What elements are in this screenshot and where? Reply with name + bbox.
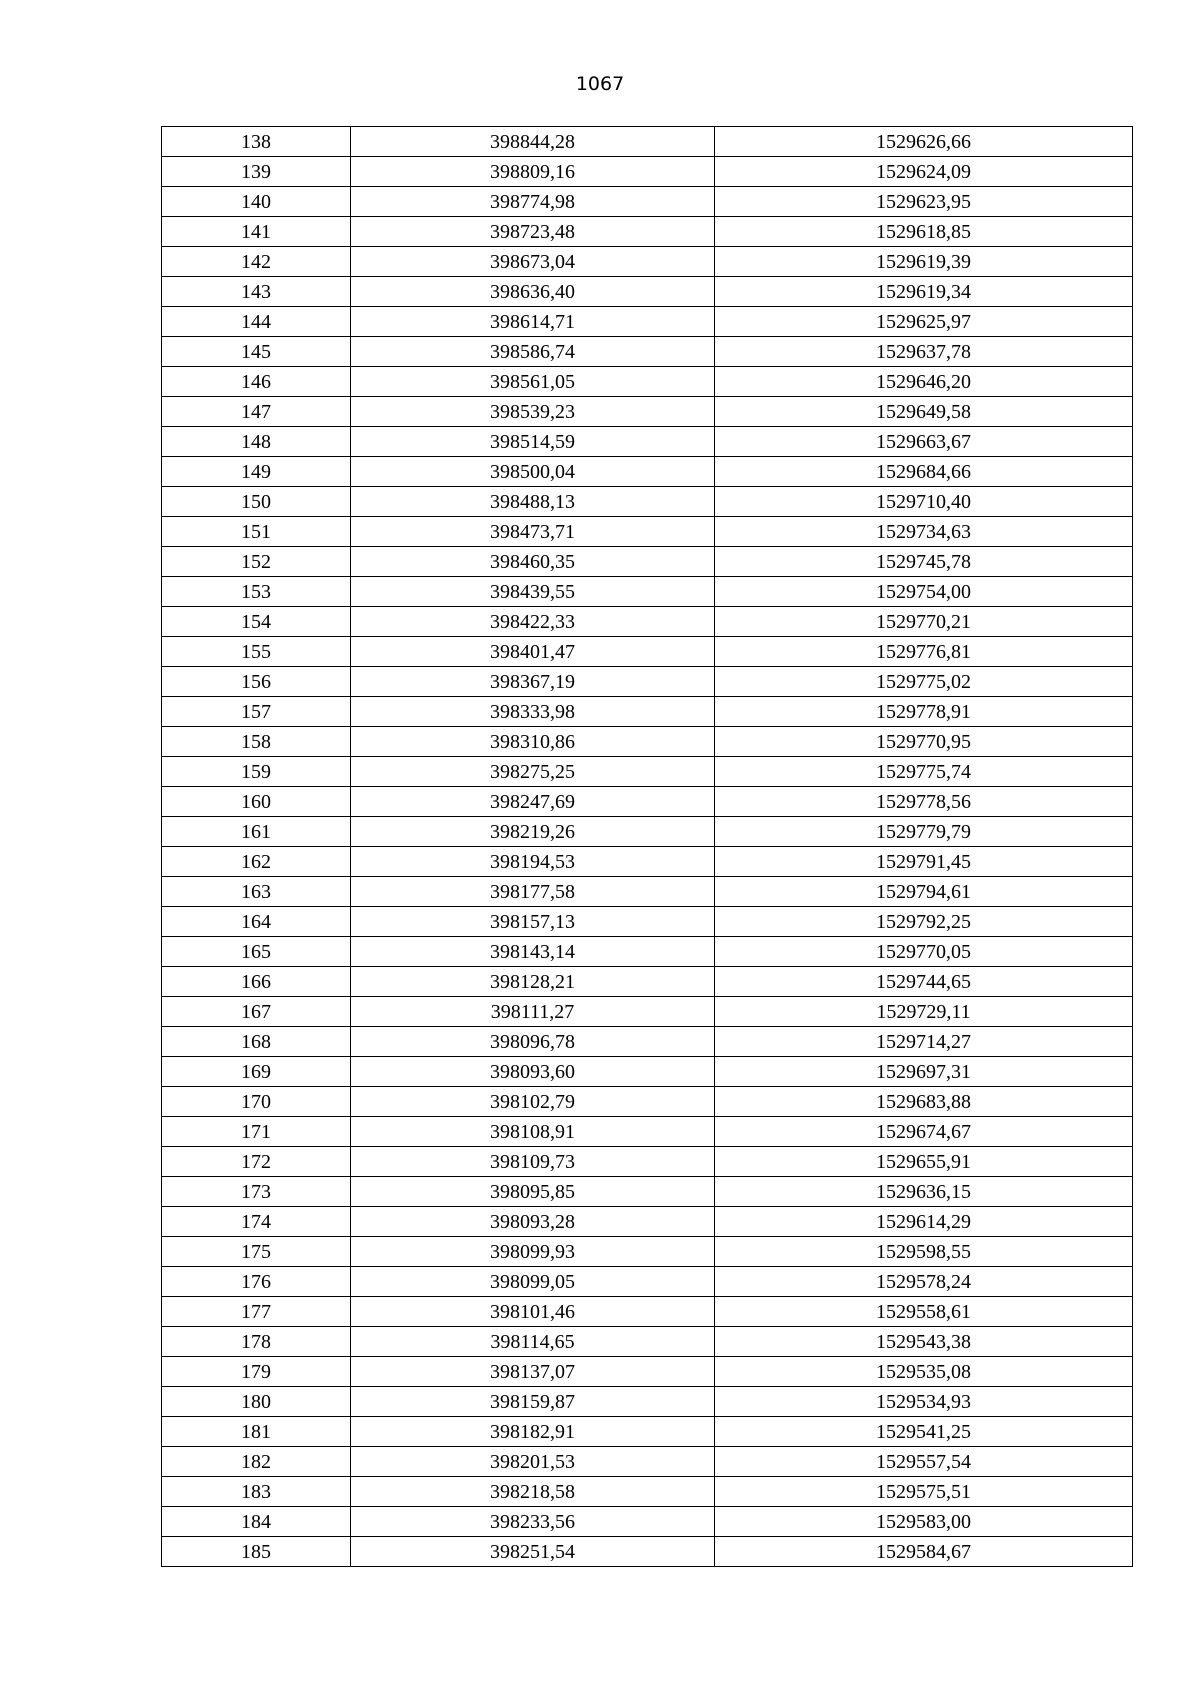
- table-row: [162, 367, 1133, 397]
- x-coordinate-cell: 398673,04: [351, 247, 715, 277]
- y-coordinate-cell: 1529770,05: [715, 937, 1133, 967]
- table-row: [162, 1417, 1133, 1447]
- y-coordinate-cell: 1529655,91: [715, 1147, 1133, 1177]
- y-coordinate-cell: 1529598,55: [715, 1237, 1133, 1267]
- y-coordinate-cell: 1529778,91: [715, 697, 1133, 727]
- y-coordinate-cell: 1529714,27: [715, 1027, 1133, 1057]
- table-row: [162, 907, 1133, 937]
- table-row: [162, 1027, 1133, 1057]
- table-row: [162, 547, 1133, 577]
- point-number-cell: 161: [162, 817, 351, 847]
- table-row: [162, 727, 1133, 757]
- point-number-cell: 163: [162, 877, 351, 907]
- x-coordinate-cell: 398500,04: [351, 457, 715, 487]
- point-number-cell: 177: [162, 1297, 351, 1327]
- table-row: [162, 337, 1133, 367]
- table-row: [162, 1147, 1133, 1177]
- table-row: [162, 457, 1133, 487]
- y-coordinate-cell: 1529618,85: [715, 217, 1133, 247]
- x-coordinate-cell: 398367,19: [351, 667, 715, 697]
- point-number-cell: 139: [162, 157, 351, 187]
- point-number-cell: 142: [162, 247, 351, 277]
- y-coordinate-cell: 1529614,29: [715, 1207, 1133, 1237]
- y-coordinate-cell: 1529543,38: [715, 1327, 1133, 1357]
- y-coordinate-cell: 1529578,24: [715, 1267, 1133, 1297]
- table-row: [162, 937, 1133, 967]
- x-coordinate-cell: 398218,58: [351, 1477, 715, 1507]
- y-coordinate-cell: 1529779,79: [715, 817, 1133, 847]
- table-row: [162, 667, 1133, 697]
- table-row: [162, 997, 1133, 1027]
- point-number-cell: 179: [162, 1357, 351, 1387]
- table-row: [162, 247, 1133, 277]
- point-number-cell: 155: [162, 637, 351, 667]
- point-number-cell: 144: [162, 307, 351, 337]
- x-coordinate-cell: 398636,40: [351, 277, 715, 307]
- table-row: [162, 1357, 1133, 1387]
- point-number-cell: 151: [162, 517, 351, 547]
- table-row: [162, 1237, 1133, 1267]
- coordinates-table-body: [162, 127, 1133, 1567]
- table-row: [162, 517, 1133, 547]
- table-row: [162, 157, 1133, 187]
- y-coordinate-cell: 1529646,20: [715, 367, 1133, 397]
- point-number-cell: 159: [162, 757, 351, 787]
- point-number-cell: 153: [162, 577, 351, 607]
- x-coordinate-cell: 398194,53: [351, 847, 715, 877]
- x-coordinate-cell: 398177,58: [351, 877, 715, 907]
- x-coordinate-cell: 398473,71: [351, 517, 715, 547]
- x-coordinate-cell: 398233,56: [351, 1507, 715, 1537]
- y-coordinate-cell: 1529770,21: [715, 607, 1133, 637]
- table-row: [162, 127, 1133, 157]
- point-number-cell: 185: [162, 1537, 351, 1567]
- point-number-cell: 162: [162, 847, 351, 877]
- point-number-cell: 173: [162, 1177, 351, 1207]
- point-number-cell: 146: [162, 367, 351, 397]
- x-coordinate-cell: 398586,74: [351, 337, 715, 367]
- point-number-cell: 178: [162, 1327, 351, 1357]
- table-row: [162, 1507, 1133, 1537]
- table-row: [162, 1087, 1133, 1117]
- point-number-cell: 175: [162, 1237, 351, 1267]
- table-row: [162, 307, 1133, 337]
- x-coordinate-cell: 398093,60: [351, 1057, 715, 1087]
- x-coordinate-cell: 398128,21: [351, 967, 715, 997]
- y-coordinate-cell: 1529649,58: [715, 397, 1133, 427]
- point-number-cell: 171: [162, 1117, 351, 1147]
- x-coordinate-cell: 398561,05: [351, 367, 715, 397]
- table-row: [162, 967, 1133, 997]
- y-coordinate-cell: 1529792,25: [715, 907, 1133, 937]
- point-number-cell: 174: [162, 1207, 351, 1237]
- y-coordinate-cell: 1529534,93: [715, 1387, 1133, 1417]
- y-coordinate-cell: 1529584,67: [715, 1537, 1133, 1567]
- point-number-cell: 182: [162, 1447, 351, 1477]
- x-coordinate-cell: 398439,55: [351, 577, 715, 607]
- y-coordinate-cell: 1529637,78: [715, 337, 1133, 367]
- x-coordinate-cell: 398809,16: [351, 157, 715, 187]
- point-number-cell: 138: [162, 127, 351, 157]
- y-coordinate-cell: 1529697,31: [715, 1057, 1133, 1087]
- y-coordinate-cell: 1529683,88: [715, 1087, 1133, 1117]
- table-row: [162, 397, 1133, 427]
- x-coordinate-cell: 398251,54: [351, 1537, 715, 1567]
- point-number-cell: 148: [162, 427, 351, 457]
- x-coordinate-cell: 398137,07: [351, 1357, 715, 1387]
- point-number-cell: 180: [162, 1387, 351, 1417]
- point-number-cell: 141: [162, 217, 351, 247]
- x-coordinate-cell: 398844,28: [351, 127, 715, 157]
- coordinates-table: [161, 126, 1133, 1567]
- x-coordinate-cell: 398099,93: [351, 1237, 715, 1267]
- table-row: [162, 187, 1133, 217]
- x-coordinate-cell: 398159,87: [351, 1387, 715, 1417]
- x-coordinate-cell: 398247,69: [351, 787, 715, 817]
- y-coordinate-cell: 1529636,15: [715, 1177, 1133, 1207]
- y-coordinate-cell: 1529684,66: [715, 457, 1133, 487]
- x-coordinate-cell: 398422,33: [351, 607, 715, 637]
- x-coordinate-cell: 398723,48: [351, 217, 715, 247]
- point-number-cell: 164: [162, 907, 351, 937]
- x-coordinate-cell: 398108,91: [351, 1117, 715, 1147]
- y-coordinate-cell: 1529535,08: [715, 1357, 1133, 1387]
- table-row: [162, 1447, 1133, 1477]
- page-number: 1067: [575, 73, 625, 95]
- table-row: [162, 697, 1133, 727]
- x-coordinate-cell: 398201,53: [351, 1447, 715, 1477]
- table-row: [162, 1297, 1133, 1327]
- y-coordinate-cell: 1529729,11: [715, 997, 1133, 1027]
- table-row: [162, 1477, 1133, 1507]
- table-row: [162, 787, 1133, 817]
- x-coordinate-cell: 398614,71: [351, 307, 715, 337]
- y-coordinate-cell: 1529775,74: [715, 757, 1133, 787]
- point-number-cell: 172: [162, 1147, 351, 1177]
- x-coordinate-cell: 398219,26: [351, 817, 715, 847]
- point-number-cell: 183: [162, 1477, 351, 1507]
- x-coordinate-cell: 398514,59: [351, 427, 715, 457]
- table-row: [162, 1387, 1133, 1417]
- x-coordinate-cell: 398111,27: [351, 997, 715, 1027]
- x-coordinate-cell: 398488,13: [351, 487, 715, 517]
- y-coordinate-cell: 1529626,66: [715, 127, 1133, 157]
- table-row: [162, 847, 1133, 877]
- x-coordinate-cell: 398093,28: [351, 1207, 715, 1237]
- point-number-cell: 147: [162, 397, 351, 427]
- table-row: [162, 1117, 1133, 1147]
- x-coordinate-cell: 398774,98: [351, 187, 715, 217]
- y-coordinate-cell: 1529775,02: [715, 667, 1133, 697]
- x-coordinate-cell: 398333,98: [351, 697, 715, 727]
- x-coordinate-cell: 398095,85: [351, 1177, 715, 1207]
- y-coordinate-cell: 1529745,78: [715, 547, 1133, 577]
- y-coordinate-cell: 1529754,00: [715, 577, 1133, 607]
- y-coordinate-cell: 1529778,56: [715, 787, 1133, 817]
- point-number-cell: 156: [162, 667, 351, 697]
- point-number-cell: 157: [162, 697, 351, 727]
- table-row: [162, 487, 1133, 517]
- point-number-cell: 143: [162, 277, 351, 307]
- y-coordinate-cell: 1529770,95: [715, 727, 1133, 757]
- point-number-cell: 169: [162, 1057, 351, 1087]
- point-number-cell: 168: [162, 1027, 351, 1057]
- y-coordinate-cell: 1529744,65: [715, 967, 1133, 997]
- x-coordinate-cell: 398460,35: [351, 547, 715, 577]
- x-coordinate-cell: 398182,91: [351, 1417, 715, 1447]
- x-coordinate-cell: 398310,86: [351, 727, 715, 757]
- table-row: [162, 217, 1133, 247]
- table-row: [162, 1327, 1133, 1357]
- point-number-cell: 149: [162, 457, 351, 487]
- y-coordinate-cell: 1529624,09: [715, 157, 1133, 187]
- table-row: [162, 427, 1133, 457]
- point-number-cell: 166: [162, 967, 351, 997]
- point-number-cell: 165: [162, 937, 351, 967]
- y-coordinate-cell: 1529663,67: [715, 427, 1133, 457]
- x-coordinate-cell: 398096,78: [351, 1027, 715, 1057]
- point-number-cell: 150: [162, 487, 351, 517]
- y-coordinate-cell: 1529674,67: [715, 1117, 1133, 1147]
- point-number-cell: 176: [162, 1267, 351, 1297]
- table-row: [162, 877, 1133, 907]
- x-coordinate-cell: 398109,73: [351, 1147, 715, 1177]
- point-number-cell: 140: [162, 187, 351, 217]
- x-coordinate-cell: 398099,05: [351, 1267, 715, 1297]
- table-row: [162, 277, 1133, 307]
- table-row: [162, 577, 1133, 607]
- x-coordinate-cell: 398401,47: [351, 637, 715, 667]
- table-row: [162, 817, 1133, 847]
- y-coordinate-cell: 1529710,40: [715, 487, 1133, 517]
- table-row: [162, 1057, 1133, 1087]
- point-number-cell: 145: [162, 337, 351, 367]
- point-number-cell: 158: [162, 727, 351, 757]
- y-coordinate-cell: 1529557,54: [715, 1447, 1133, 1477]
- y-coordinate-cell: 1529791,45: [715, 847, 1133, 877]
- point-number-cell: 167: [162, 997, 351, 1027]
- table-row: [162, 1177, 1133, 1207]
- point-number-cell: 181: [162, 1417, 351, 1447]
- y-coordinate-cell: 1529619,34: [715, 277, 1133, 307]
- y-coordinate-cell: 1529625,97: [715, 307, 1133, 337]
- x-coordinate-cell: 398101,46: [351, 1297, 715, 1327]
- table-row: [162, 1267, 1133, 1297]
- x-coordinate-cell: 398143,14: [351, 937, 715, 967]
- point-number-cell: 152: [162, 547, 351, 577]
- table-row: [162, 1207, 1133, 1237]
- table-row: [162, 637, 1133, 667]
- x-coordinate-cell: 398275,25: [351, 757, 715, 787]
- point-number-cell: 184: [162, 1507, 351, 1537]
- table-row: [162, 1537, 1133, 1567]
- y-coordinate-cell: 1529619,39: [715, 247, 1133, 277]
- x-coordinate-cell: 398102,79: [351, 1087, 715, 1117]
- y-coordinate-cell: 1529541,25: [715, 1417, 1133, 1447]
- y-coordinate-cell: 1529623,95: [715, 187, 1133, 217]
- point-number-cell: 154: [162, 607, 351, 637]
- x-coordinate-cell: 398114,65: [351, 1327, 715, 1357]
- y-coordinate-cell: 1529583,00: [715, 1507, 1133, 1537]
- table-row: [162, 607, 1133, 637]
- x-coordinate-cell: 398157,13: [351, 907, 715, 937]
- y-coordinate-cell: 1529558,61: [715, 1297, 1133, 1327]
- x-coordinate-cell: 398539,23: [351, 397, 715, 427]
- point-number-cell: 170: [162, 1087, 351, 1117]
- table-row: [162, 757, 1133, 787]
- y-coordinate-cell: 1529776,81: [715, 637, 1133, 667]
- point-number-cell: 160: [162, 787, 351, 817]
- y-coordinate-cell: 1529794,61: [715, 877, 1133, 907]
- y-coordinate-cell: 1529734,63: [715, 517, 1133, 547]
- y-coordinate-cell: 1529575,51: [715, 1477, 1133, 1507]
